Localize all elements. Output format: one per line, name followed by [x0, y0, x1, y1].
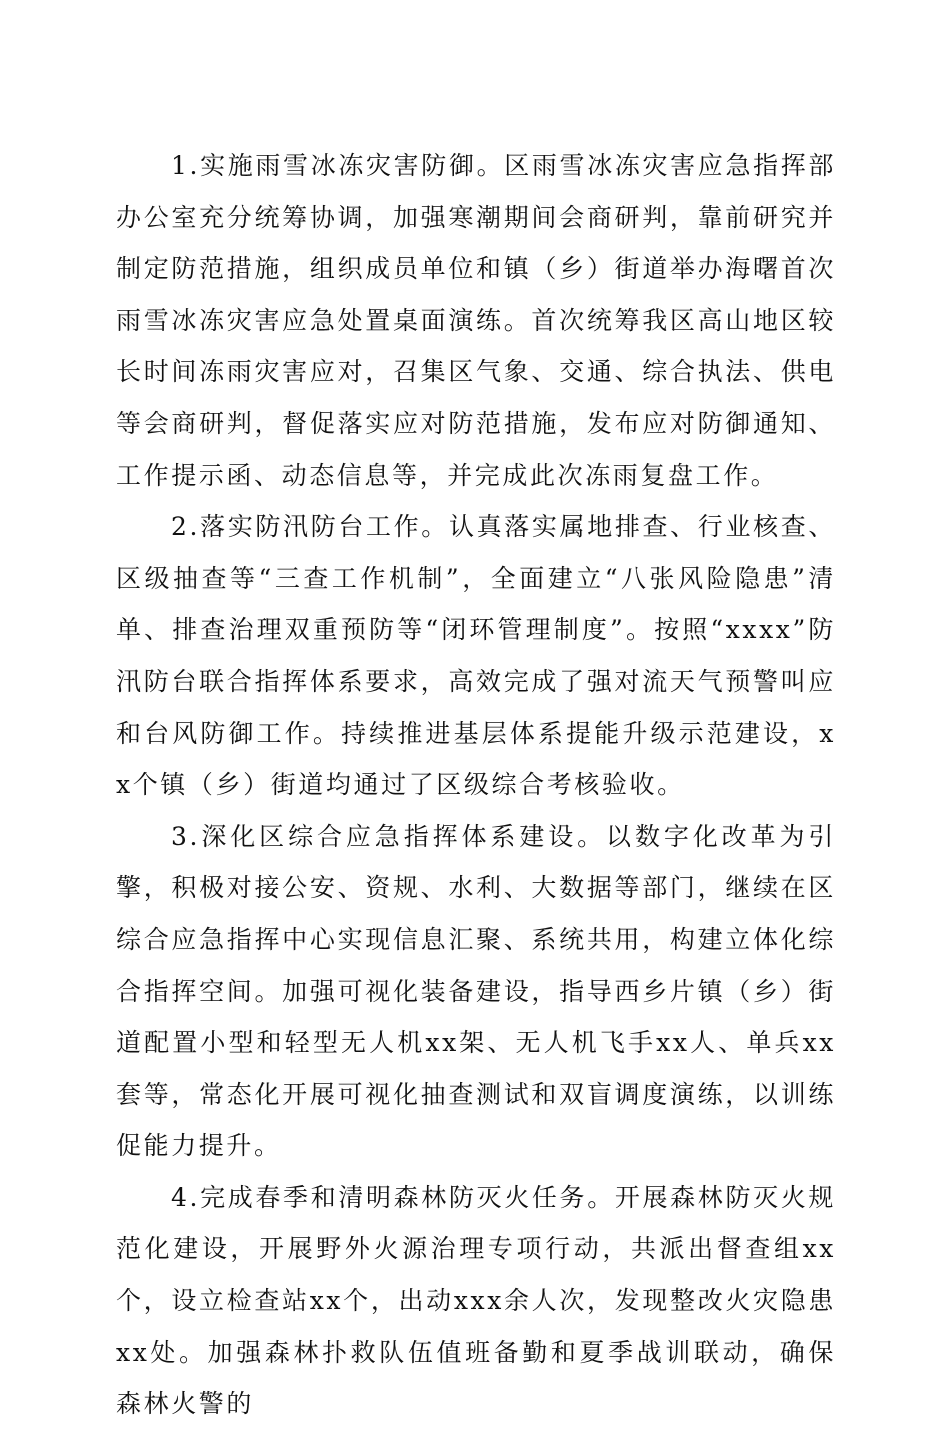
- paragraph-3: 3.深化区综合应急指挥体系建设。以数字化改革为引擎，积极对接公安、资规、水利、大数据等部门，继续在区综合应急指挥中心实现信息汇聚、系统共用，构建立体化综合指挥空间。加强可视化装备建设，指导西乡片镇（乡）街道配置小型和轻型无人机xx架、无人机飞手xx人、单兵xx套等，常态化开展可视化抽查测试和双盲调度演练，以训练促能力提升。: [116, 821, 836, 1161]
- paragraph-4: 4.完成春季和清明森林防灭火任务。开展森林防灭火规范化建设，开展野外火源治理专项行动，共派出督查组xx个，设立检查站xx个，出动xxx余人次，发现整改火灾隐患xx处。加强森林扑救队伍值班备勤和夏季战训联动，确保森林火警的: [116, 1182, 836, 1419]
- paragraph-2: 2.落实防汛防台工作。认真落实属地排查、行业核查、区级抽查等“三查工作机制”，全面建立“八张风险隐患”清单、排查治理双重预防等“闭环管理制度”。按照“xxxx”防汛防台联合指挥体系要求，高效完成了强对流天气预警叫应和台风防御工作。持续推进基层体系提能升级示范建设，xx个镇（乡）街道均通过了区级综合考核验收。: [116, 512, 836, 800]
- paragraph-1: 1.实施雨雪冰冻灾害防御。区雨雪冰冻灾害应急指挥部办公室充分统筹协调，加强寒潮期间会商研判，靠前研究并制定防范措施，组织成员单位和镇（乡）街道举办海曙首次雨雪冰冻灾害应急处置桌面演练。首次统筹我区高山地区较长时间冻雨灾害应对，召集区气象、交通、综合执法、供电等会商研判，督促落实应对防范措施，发布应对防御通知、工作提示函、动态信息等，并完成此次冻雨复盘工作。: [116, 151, 836, 490]
- document-body: [116, 140, 836, 1430]
